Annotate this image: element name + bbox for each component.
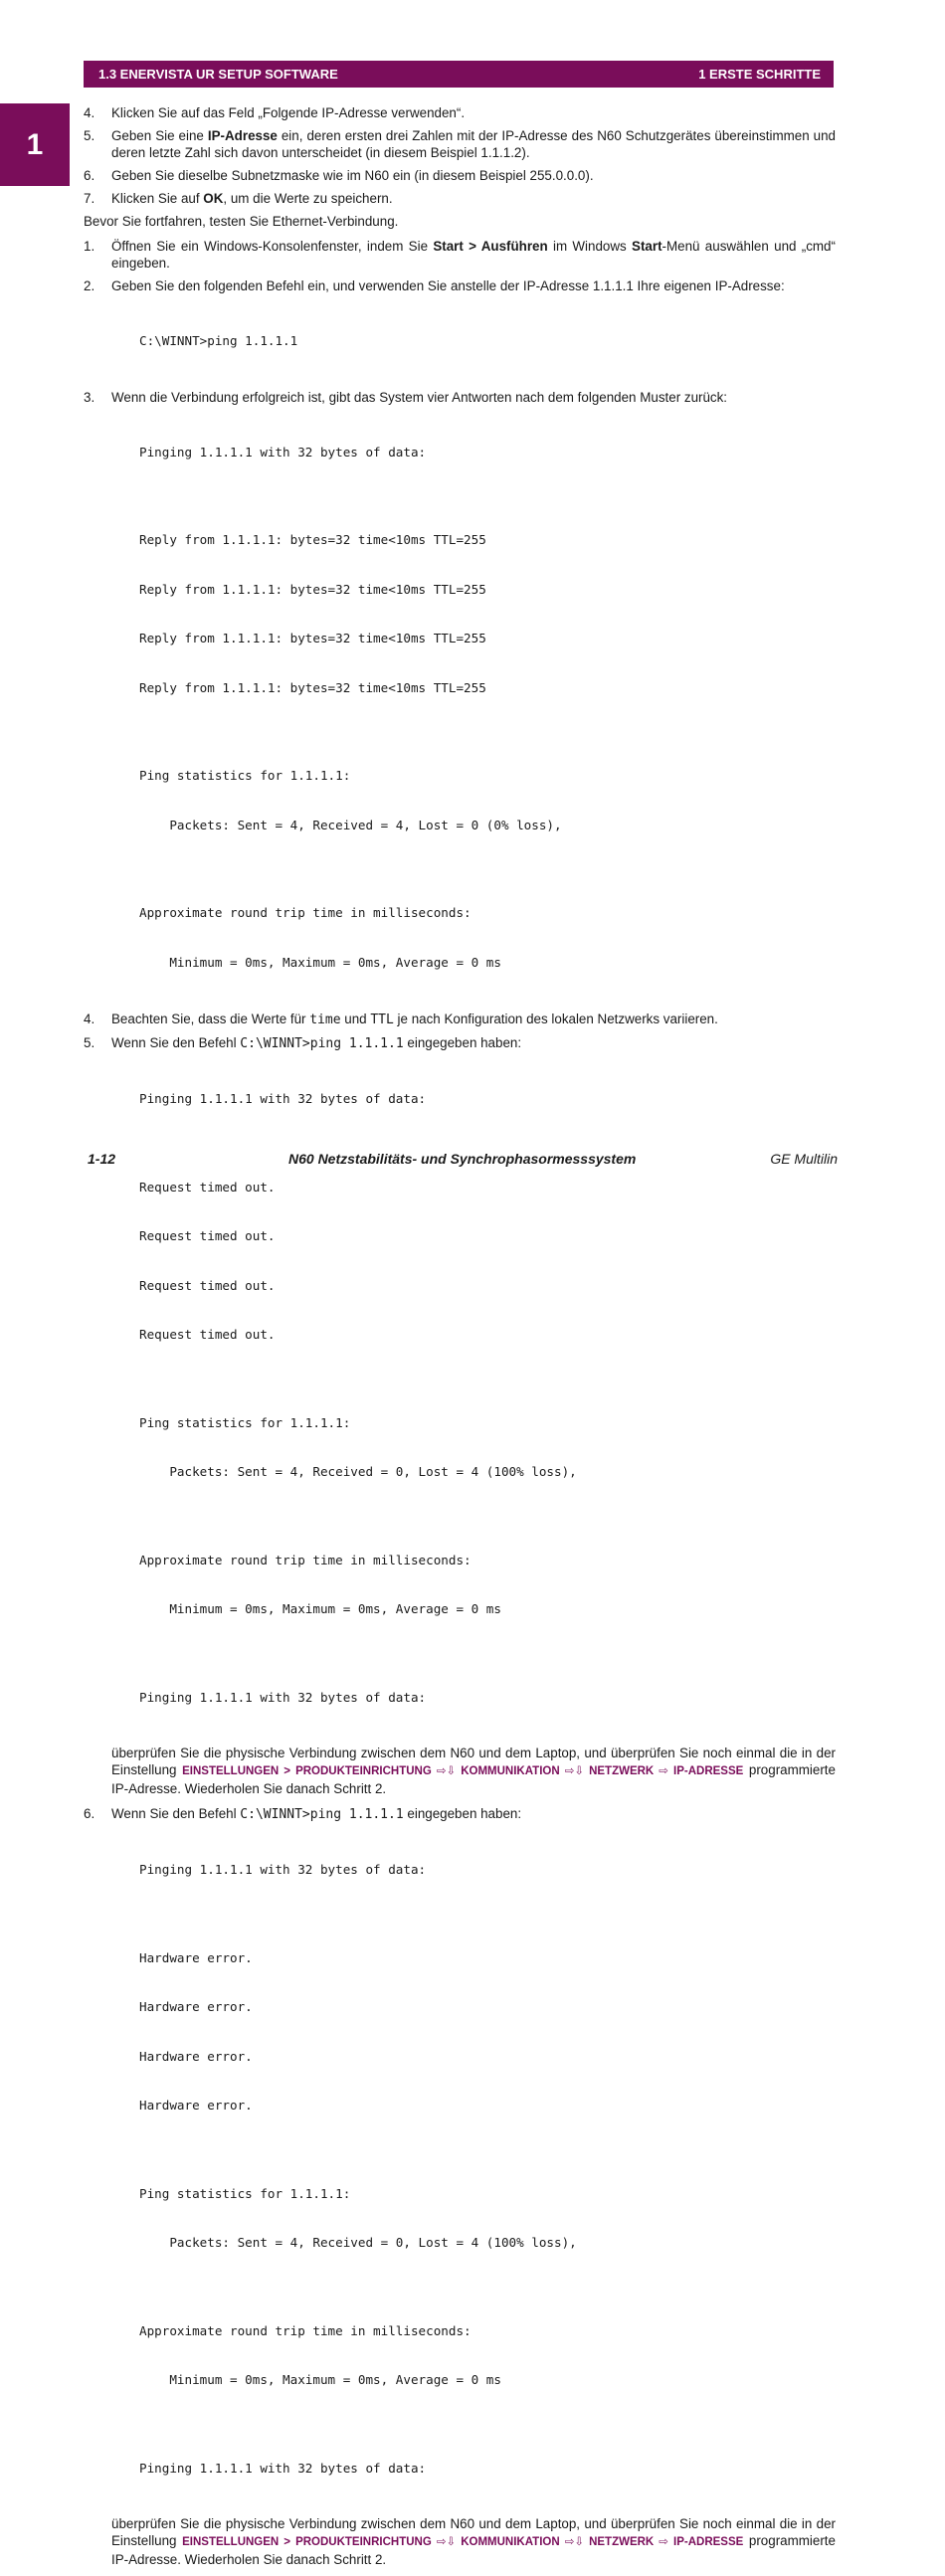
path-arrow-icon: ⇨ — [654, 2536, 674, 2548]
code-line: Minimum = 0ms, Maximum = 0ms, Average = 0 ms — [139, 1601, 501, 1616]
list-item — [84, 190, 836, 207]
step-number: 6. — [84, 168, 95, 183]
code-line: Reply from 1.1.1.1: bytes=32 time<10ms TTL=255 — [139, 581, 486, 597]
code-line: Pinging 1.1.1.1 with 32 bytes of data: — [139, 444, 427, 460]
inline-code: time — [309, 1012, 341, 1027]
list-item — [84, 1805, 836, 1823]
step-text: eingegeben haben: — [403, 1806, 522, 1821]
settings-path-segment: IP-ADRESSE — [673, 1765, 744, 1777]
list-item — [84, 1034, 836, 1052]
settings-path-segment: IP-ADRESSE — [673, 2536, 744, 2548]
path-arrow-icon: ⇨⇩ — [559, 1765, 590, 1777]
code-line: Request timed out. — [139, 1327, 276, 1342]
step-number: 6. — [84, 1806, 95, 1821]
path-arrow-icon: ⇨⇩ — [431, 2536, 462, 2548]
step-text: und — [340, 1012, 371, 1026]
code-line: Reply from 1.1.1.1: bytes=32 time<10ms TTL=255 — [139, 631, 486, 645]
code-block — [139, 1829, 836, 2509]
path-arrow-icon: ⇨⇩ — [559, 2536, 590, 2548]
code-line: Pinging 1.1.1.1 with 32 bytes of data: — [139, 1862, 427, 1877]
list-item — [84, 127, 836, 161]
step-text: -Menü auswählen und „cmd“ eingeben. — [111, 239, 836, 271]
step-number: 7. — [84, 191, 95, 206]
code-line: Ping statistics for 1.1.1.1: — [139, 1414, 351, 1430]
code-block — [139, 300, 836, 383]
brand-name: GE Multilin — [770, 1151, 838, 1167]
code-line: Pinging 1.1.1.1 with 32 bytes of data: — [139, 1091, 427, 1106]
code-line: Request timed out. — [139, 1179, 276, 1195]
step-text: ein, deren ersten drei Zahlen mit der IP-Adresse des N60 Schutzgerätes übereinstimmen und deren letzte Zahl sich davon unterscheidet (in diesem Beispiel 1.1.1.2). — [111, 128, 836, 160]
list-item — [84, 389, 836, 406]
settings-path-segment: KOMMUNIKATION — [461, 2536, 560, 2548]
code-line: Reply from 1.1.1.1: bytes=32 time<10ms TTL=255 — [139, 679, 486, 695]
step-number: 4. — [84, 105, 95, 120]
step-number: 4. — [84, 1012, 95, 1026]
step-followup-text — [84, 2515, 836, 2568]
step-text: Geben Sie den folgenden Befehl ein, und verwenden Sie anstelle der IP-Adresse 1.1.1.1 Ihre eigenen IP-Adresse: — [111, 278, 785, 293]
step-bold-term: IP-Adresse — [207, 128, 278, 143]
settings-path-segment: EINSTELLUNGEN > PRODUKTEINRICHTUNG — [182, 1765, 432, 1777]
menu-command: Start > Ausführen — [433, 239, 548, 254]
step-number: 5. — [84, 128, 95, 143]
page-number: 1-12 — [88, 1151, 116, 1167]
settings-path-segment: EINSTELLUNGEN > PRODUKTEINRICHTUNG — [182, 2536, 432, 2548]
code-line: Packets: Sent = 4, Received = 0, Lost = 4 (100% loss), — [139, 2235, 577, 2250]
inline-code: C:\WINNT>ping 1.1.1.1 — [240, 1807, 404, 1822]
list-item — [84, 104, 836, 121]
inline-code: C:\WINNT>ping 1.1.1.1 — [240, 1036, 404, 1051]
running-header — [84, 61, 834, 88]
step-text: je nach Konfiguration des lokalen Netzwerks variieren. — [393, 1012, 718, 1026]
code-line: Packets: Sent = 4, Received = 0, Lost = 4 (100% loss), — [139, 1464, 577, 1479]
code-line: Pinging 1.1.1.1 with 32 bytes of data: — [139, 1689, 427, 1705]
list-item — [84, 238, 836, 272]
step-text: Beachten Sie, dass die Werte für — [111, 1012, 310, 1026]
step-number: 1. — [84, 239, 95, 254]
code-line: Reply from 1.1.1.1: bytes=32 time<10ms TTL=255 — [139, 532, 486, 547]
followup-text: überprüfen Sie die physische Verbindung zwischen dem N60 und dem Laptop, und überprüfen Sie noch einmal die in der Einstellung — [111, 2516, 836, 2548]
step-number: 2. — [84, 278, 95, 293]
step-text: eingegeben haben: — [403, 1035, 522, 1050]
code-line: Hardware error. — [139, 1949, 253, 1965]
code-line: Ping statistics for 1.1.1.1: — [139, 2185, 351, 2201]
code-line: Request timed out. — [139, 1277, 276, 1293]
code-line: Hardware error. — [139, 1999, 253, 2014]
code-line: Minimum = 0ms, Maximum = 0ms, Average = 0 ms — [139, 954, 501, 970]
page-footer — [88, 1151, 838, 1171]
page-body — [84, 104, 836, 2576]
step-followup-text — [84, 1745, 836, 1797]
code-line: Ping statistics for 1.1.1.1: — [139, 768, 351, 783]
settings-path-segment: NETZWERK — [589, 2536, 655, 2548]
menu-command: Start — [632, 239, 662, 254]
code-line: Request timed out. — [139, 1228, 276, 1243]
step-text: Wenn Sie den Befehl — [111, 1035, 241, 1050]
step-bold-term: OK — [203, 191, 224, 206]
chapter-tab: 1 — [0, 103, 70, 186]
step-text: Klicken Sie auf — [111, 191, 204, 206]
followup-text: programmierte IP-Adresse. Wiederholen Sie danach Schritt 2. — [111, 1762, 836, 1796]
settings-path-segment: NETZWERK — [589, 1765, 655, 1777]
step-text: Wenn die Verbindung erfolgreich ist, gibt das System vier Antworten nach dem folgenden Muster zurück: — [111, 389, 728, 405]
step-text: Wenn Sie den Befehl — [111, 1806, 241, 1821]
step-text: Klicken Sie auf das Feld „Folgende IP-Adresse verwenden“. — [111, 105, 466, 120]
settings-path-segment: KOMMUNIKATION — [461, 1765, 560, 1777]
code-line: Approximate round trip time in milliseconds: — [139, 1552, 472, 1567]
list-item — [84, 277, 836, 294]
header-chapter-title: 1 ERSTE SCHRITTE — [698, 67, 821, 82]
code-line: Minimum = 0ms, Maximum = 0ms, Average = 0 ms — [139, 2372, 501, 2387]
step-number: 3. — [84, 389, 95, 405]
code-block — [139, 412, 836, 1005]
path-arrow-icon: ⇨⇩ — [431, 1765, 462, 1777]
step-text: im Windows — [547, 239, 633, 254]
code-line: C:\WINNT>ping 1.1.1.1 — [139, 333, 298, 348]
list-item — [84, 167, 836, 184]
step-text: , um die Werte zu speichern. — [223, 191, 393, 206]
followup-text: programmierte IP-Adresse. Wiederholen Sie danach Schritt 2. — [111, 2533, 836, 2567]
manual-title: N60 Netzstabilitäts- und Synchrophasormesssystem — [288, 1151, 637, 1167]
header-section-title: 1.3 ENERVISTA UR SETUP SOFTWARE — [98, 67, 338, 82]
step-text: Geben Sie dieselbe Subnetzmaske wie im N60 ein (in diesem Beispiel 255.0.0.0). — [111, 168, 594, 183]
followup-text: überprüfen Sie die physische Verbindung zwischen dem N60 und dem Laptop, und überprüfen Sie noch einmal die in der Einstellung — [111, 1746, 836, 1777]
code-line: Approximate round trip time in milliseconds: — [139, 905, 472, 920]
code-line: Approximate round trip time in milliseconds: — [139, 2322, 472, 2338]
step-number: 5. — [84, 1035, 95, 1050]
inline-code: TTL — [370, 1012, 394, 1027]
code-line: Pinging 1.1.1.1 with 32 bytes of data: — [139, 2460, 427, 2476]
list-item — [84, 1011, 836, 1028]
code-line: Packets: Sent = 4, Received = 4, Lost = 0 (0% loss), — [139, 817, 562, 832]
step-text: Öffnen Sie ein Windows-Konsolenfenster, indem Sie — [111, 239, 434, 254]
code-line: Hardware error. — [139, 2048, 253, 2064]
code-line: Hardware error. — [139, 2098, 253, 2113]
step-text: Geben Sie eine — [111, 128, 208, 143]
intro-paragraph: Bevor Sie fortfahren, testen Sie Ethernet-Verbindung. — [84, 214, 399, 229]
path-arrow-icon: ⇨ — [654, 1765, 674, 1777]
